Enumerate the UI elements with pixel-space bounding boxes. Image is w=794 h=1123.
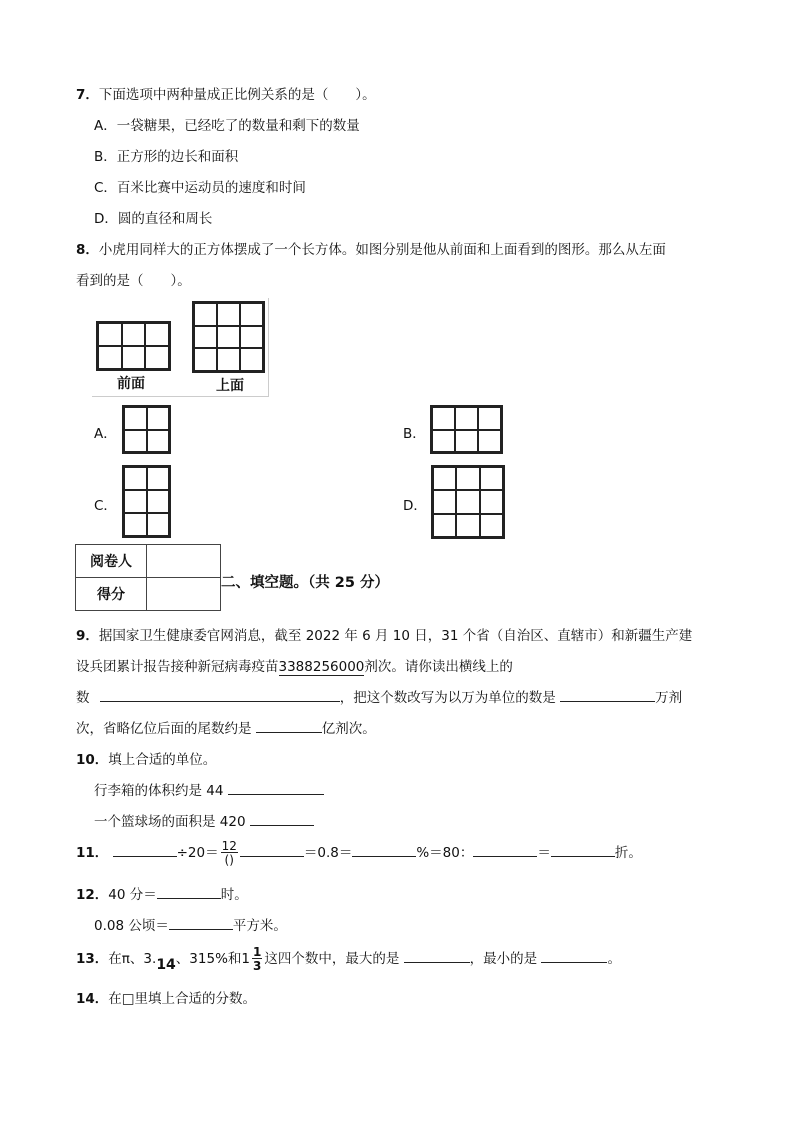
question-number: 14． <box>76 991 109 1007</box>
fraction-after-blank[interactable] <box>240 842 304 857</box>
question-12-line1 <box>76 883 248 903</box>
q9-text-6: 万剂 <box>655 690 683 706</box>
given-views-figure <box>92 298 269 397</box>
q7-option-b: B．正方形的边长和面积 <box>94 149 239 165</box>
q9-text-2: 设兵团累计报告接种新冠病毒疫苗 <box>76 659 279 675</box>
q9-text-4: 数 <box>76 690 90 706</box>
question-10 <box>76 748 216 768</box>
mixed-numerator: 1 <box>253 945 262 959</box>
question-number: 10． <box>76 752 109 768</box>
score-label: 得分 <box>76 578 147 611</box>
q11-eq08: ＝0.8＝ <box>303 845 353 861</box>
read-number-blank[interactable] <box>100 687 340 702</box>
q11-eq: ＝ <box>537 845 551 861</box>
question-number: 7． <box>76 87 99 103</box>
question-number: 13． <box>76 951 109 967</box>
q9-text-5: ，把这个数改写为以万为单位的数是 <box>339 690 556 706</box>
hours-blank[interactable] <box>157 884 221 899</box>
largest-blank[interactable] <box>404 948 470 963</box>
question-stem: 填上合适的单位。 <box>108 752 217 768</box>
question-stem: 下面选项中两种量成正比例关系的是（ ）。 <box>98 87 376 103</box>
question-stem-line2: 看到的是（ ）。 <box>76 273 191 289</box>
question-number: 12． <box>76 887 109 903</box>
q10-item-2-text: 一个篮球场的面积是 420 <box>94 814 246 830</box>
q11-percent: %＝80： <box>416 845 474 861</box>
score-table <box>75 544 221 611</box>
grader-label: 阅卷人 <box>76 545 147 578</box>
q8-option-b-label: B． <box>403 426 426 442</box>
hundred-million-blank[interactable] <box>256 718 322 733</box>
q8-option-c-label: C． <box>94 498 117 514</box>
option-b-grid <box>430 405 503 454</box>
question-7 <box>76 83 376 103</box>
q12-text-1: 40 分＝ <box>108 887 157 903</box>
question-number: 11． <box>76 845 109 861</box>
q8-option-d-label: D． <box>403 498 427 514</box>
q7-option-d: D．圆的直径和周长 <box>94 211 213 227</box>
q13-text-1: 在π、3. <box>108 951 157 967</box>
q13-text-3: 这四个数中，最大的是 <box>264 951 400 967</box>
area-unit-blank[interactable] <box>250 811 314 826</box>
grader-field[interactable] <box>147 545 221 578</box>
question-11 <box>76 838 642 868</box>
fraction-denominator[interactable]: () <box>224 853 234 867</box>
q13-end: 。 <box>607 951 621 967</box>
volume-unit-blank[interactable] <box>228 780 324 795</box>
question-stem-line1: 小虎用同样大的正方体摆成了一个长方体。如图分别是他从前面和上面看到的图形。那么从左面 <box>98 242 666 258</box>
q11-div: ÷20＝ <box>176 845 219 861</box>
mixed-number <box>241 944 264 974</box>
q7-option-a: A．一袋糖果，已经吃了的数量和剩下的数量 <box>94 118 360 134</box>
q12-text-2: 时。 <box>220 887 248 903</box>
ten-thousand-unit-blank[interactable] <box>560 687 655 702</box>
front-view-grid <box>96 321 171 371</box>
mixed-denominator: 3 <box>253 959 262 973</box>
option-a-grid <box>122 405 171 454</box>
front-view-label: 前面 <box>117 376 145 392</box>
top-view-label: 上面 <box>216 378 244 394</box>
question-12-line2 <box>94 914 287 934</box>
q10-item-1 <box>94 779 324 799</box>
option-d-grid <box>431 465 505 539</box>
fraction <box>221 840 238 866</box>
fraction-numerator: 12 <box>221 839 237 853</box>
question-stem: 在□里填上合适的分数。 <box>108 991 257 1007</box>
question-14 <box>76 987 256 1007</box>
q9-text-8: 亿剂次。 <box>321 721 376 737</box>
question-9-line3 <box>76 686 682 706</box>
vaccine-count: 3388256000 <box>278 659 365 675</box>
question-number: 8． <box>76 242 99 258</box>
q10-item-2 <box>94 810 314 830</box>
q12-text-3: 0.08 公顷＝ <box>94 918 169 934</box>
option-c-grid <box>122 465 171 538</box>
section-title: 二、填空题。（共 25 分） <box>221 575 390 591</box>
q13-text-2: 、315%和 <box>175 951 242 967</box>
q9-text-3: 剂次。请你读出横线上的 <box>364 659 513 675</box>
question-9-line2 <box>76 655 513 675</box>
ratio-blank[interactable] <box>473 842 537 857</box>
q10-item-1-text: 行李箱的体积约是 44 <box>94 783 224 799</box>
q13-text-4: ，最小的是 <box>469 951 538 967</box>
q9-text-1: 据国家卫生健康委官网消息，截至 2022 年 6 月 10 日，31 个省（自治区、直辖市）和新疆生产建 <box>98 628 693 644</box>
discount-blank[interactable] <box>551 842 615 857</box>
square-meters-blank[interactable] <box>169 915 233 930</box>
q13-repeating: 14 <box>156 957 176 973</box>
q11-zhe: 折。 <box>614 845 642 861</box>
mixed-whole: 1 <box>241 951 250 967</box>
question-13 <box>76 944 621 980</box>
score-field[interactable] <box>147 578 221 611</box>
question-number: 9． <box>76 628 99 644</box>
q12-text-4: 平方米。 <box>232 918 287 934</box>
question-9-line1 <box>76 624 692 644</box>
smallest-blank[interactable] <box>541 948 607 963</box>
question-9-line4 <box>76 717 376 737</box>
percent-blank[interactable] <box>352 842 416 857</box>
question-8 <box>76 238 666 258</box>
q8-option-a-label: A． <box>94 426 117 442</box>
q7-option-c: C．百米比赛中运动员的速度和时间 <box>94 180 306 196</box>
dividend-blank[interactable] <box>113 842 177 857</box>
top-view-grid <box>192 301 265 373</box>
q9-text-7: 次，省略亿位后面的尾数约是 <box>76 721 252 737</box>
